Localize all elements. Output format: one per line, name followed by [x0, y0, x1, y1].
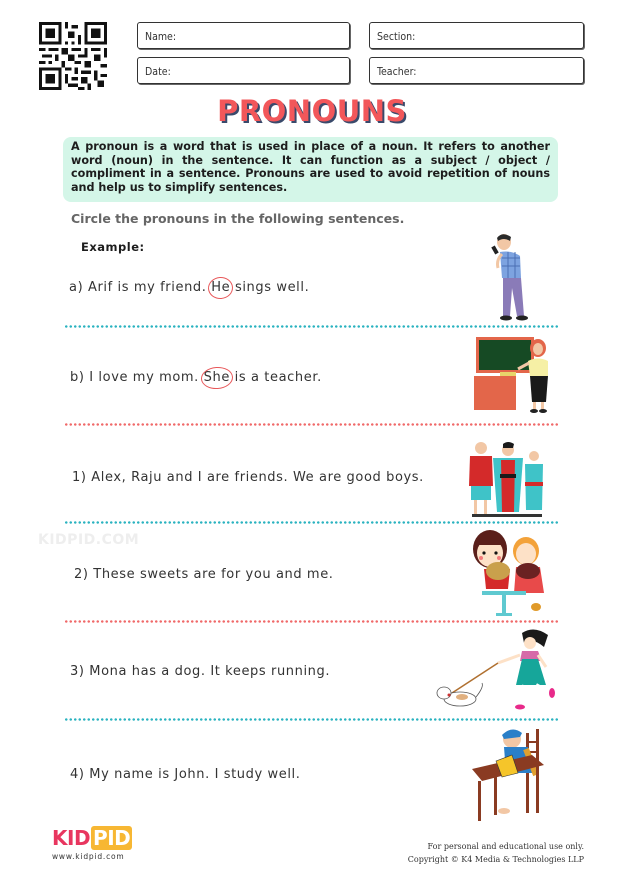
- definition-box: A pronoun is a word that is used in place of a noun. It refers to another word (noun) in the sentence. It can function as a subject / object / compliment in a sentence. Pronouns are used to avoid repetition of nouns and help us to simplify sentences.: [63, 137, 558, 202]
- name-field[interactable]: [137, 22, 350, 49]
- question-2: 2) These sweets are for you and me.: [74, 567, 334, 582]
- section-label: Section:: [377, 31, 416, 43]
- teacher-at-blackboard-icon: [474, 336, 556, 416]
- date-label: Date:: [145, 66, 171, 78]
- page-title: PRONOUNS: [217, 94, 407, 128]
- divider-teal: [64, 521, 558, 524]
- divider-teal: [64, 718, 558, 721]
- usage-notice: For personal and educational use only.: [427, 842, 584, 851]
- divider-red: [64, 620, 558, 623]
- sentence-text: is a teacher.: [229, 370, 322, 385]
- kidpid-logo[interactable]: [52, 826, 132, 861]
- question-4: 4) My name is John. I study well.: [70, 767, 301, 782]
- section-field[interactable]: [369, 22, 584, 49]
- man-singing-icon: [488, 232, 538, 324]
- sentence-text: a) Arif is my friend.: [69, 280, 212, 295]
- sentence-text: b) I love my mom.: [70, 370, 204, 385]
- teacher-field[interactable]: [369, 57, 584, 84]
- logo-url: www.kidpid.com: [52, 852, 125, 861]
- date-field[interactable]: [137, 57, 350, 84]
- name-label: Name:: [145, 31, 177, 43]
- girl-walking-dog-icon: [434, 627, 558, 717]
- copyright-footer: [408, 840, 584, 866]
- watermark: KIDPID.COM: [38, 532, 140, 548]
- boy-studying-icon: [468, 725, 548, 823]
- qr-code-icon: [39, 22, 107, 90]
- logo-pid: PID: [93, 826, 131, 850]
- example-label: Example:: [81, 240, 145, 254]
- three-boys-icon: [467, 440, 553, 520]
- copyright-text: Copyright © K4 Media & Technologies LLP: [407, 855, 584, 864]
- question-3: 3) Mona has a dog. It keeps running.: [70, 664, 331, 679]
- example-sentence-b: [70, 370, 322, 385]
- divider-teal: [64, 325, 558, 328]
- question-1: 1) Alex, Raju and I are friends. We are good boys.: [72, 470, 424, 485]
- instruction-text: Circle the pronouns in the following sentences.: [71, 211, 405, 226]
- divider-red: [64, 423, 558, 426]
- girls-with-cupcakes-icon: [470, 527, 556, 619]
- teacher-label: Teacher:: [377, 66, 417, 78]
- circled-pronoun: She: [203, 370, 230, 385]
- circled-pronoun: He: [211, 280, 231, 295]
- example-sentence-a: [69, 280, 309, 295]
- logo-kid: KID: [52, 826, 91, 850]
- sentence-text: sings well.: [230, 280, 310, 295]
